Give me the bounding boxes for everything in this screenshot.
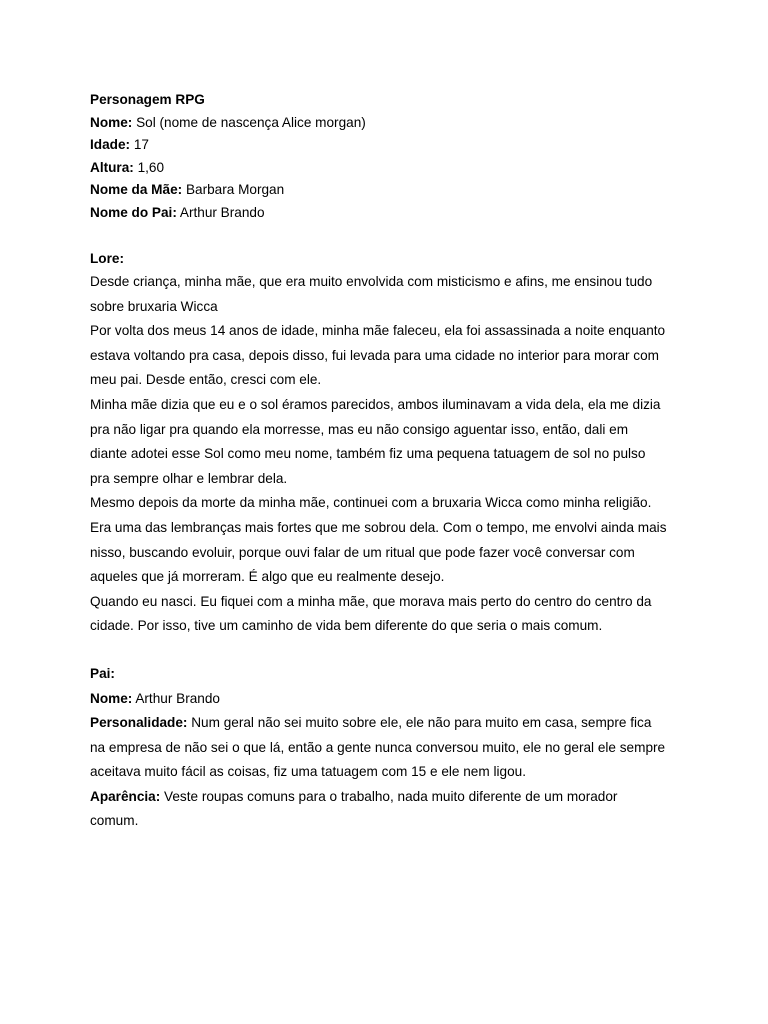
pai-nome-label: Nome: — [90, 690, 133, 706]
spacer — [90, 639, 690, 662]
lore-line: estava voltando pra casa, depois disso, fui levada para uma cidade no interior para morar com — [90, 347, 659, 363]
lore-line: Minha mãe dizia que eu e o sol éramos parecidos, ambos iluminavam a vida dela, ela me dizia — [90, 396, 661, 412]
pai-personalidade-line: na empresa de não sei o que lá, então a gente nunca conversou muito, ele no geral ele sempre — [90, 739, 666, 755]
pai-personalidade-text: Num geral não sei muito sobre ele, ele não para muito em casa, sempre fica — [191, 715, 652, 731]
document-page — [90, 89, 690, 834]
lore-line: aqueles que já morreram. É algo que eu realmente desejo. — [90, 569, 445, 585]
field-altura-value: 1,60 — [137, 159, 165, 175]
field-nome-pai-value: Arthur Brando — [179, 204, 265, 220]
lore-line: nisso, buscando evoluir, porque ouvi falar de um ritual que pode fazer você conversar com — [90, 544, 635, 560]
pai-aparencia-label: Aparência: — [90, 788, 161, 804]
field-nome-label: Nome: — [90, 114, 133, 130]
lore-line: diante adotei esse Sol como meu nome, também fiz uma pequena tatuagem de sol no pulso — [90, 446, 646, 462]
lore-line: meu pai. Desde então, cresci com ele. — [90, 372, 322, 388]
field-nome-mae-label: Nome da Mãe: — [90, 182, 183, 197]
pai-personalidade-line — [90, 711, 690, 736]
field-nome — [90, 112, 690, 135]
pai-aparencia-line: comum. — [90, 813, 139, 829]
spacer — [90, 224, 690, 247]
field-nome-mae — [90, 179, 690, 202]
lore-line: cidade. Por isso, tive um caminho de vida bem diferente do que seria o mais comum. — [90, 618, 603, 634]
field-idade-value: 17 — [133, 137, 149, 152]
field-idade-label: Idade: — [90, 137, 131, 152]
lore-line: Por volta dos meus 14 anos de idade, minha mãe faleceu, ela foi assassinada a noite enquanto — [90, 323, 666, 339]
lore-line: Quando eu nasci. Eu fiquei com a minha mãe, que morava mais perto do centro do centro da — [90, 593, 652, 609]
lore-line: Era uma das lembranças mais fortes que me sobrou dela. Com o tempo, me envolvi ainda mais — [90, 519, 667, 535]
lore-line: Desde criança, minha mãe, que era muito envolvida com misticismo e afins, me ensinou tudo — [90, 274, 653, 289]
field-nome-mae-value: Barbara Morgan — [185, 182, 285, 197]
pai-aparencia-line — [90, 785, 690, 810]
field-nome-value: Sol (nome de nascença Alice morgan) — [136, 114, 366, 130]
field-altura — [90, 157, 690, 180]
lore-line: sobre bruxaria Wicca — [90, 298, 218, 314]
lore-line: pra não ligar pra quando ela morresse, mas eu não consigo aguentar isso, então, dali em — [90, 421, 629, 437]
pai-personalidade-label: Personalidade: — [90, 715, 188, 731]
pai-nome-value: Arthur Brando — [135, 690, 220, 706]
lore-section — [90, 270, 690, 639]
pai-nome — [90, 687, 690, 712]
field-idade — [90, 134, 690, 157]
field-nome-pai-label: Nome do Pai: — [90, 204, 177, 220]
document-title: Personagem RPG — [90, 92, 205, 107]
pai-aparencia-text: Veste roupas comuns para o trabalho, nada muito diferente de um morador — [164, 788, 618, 804]
field-altura-label: Altura: — [90, 159, 134, 175]
pai-personalidade-line: aceitava muito fácil as coisas, fiz uma tatuagem com 15 e ele nem ligou. — [90, 764, 526, 780]
lore-heading: Lore: — [90, 250, 124, 266]
field-nome-pai — [90, 202, 690, 225]
lore-line: pra sempre olhar e lembrar dela. — [90, 470, 288, 486]
pai-heading: Pai: — [90, 665, 115, 681]
lore-line: Mesmo depois da morte da minha mãe, continuei com a bruxaria Wicca como minha religião. — [90, 495, 652, 511]
